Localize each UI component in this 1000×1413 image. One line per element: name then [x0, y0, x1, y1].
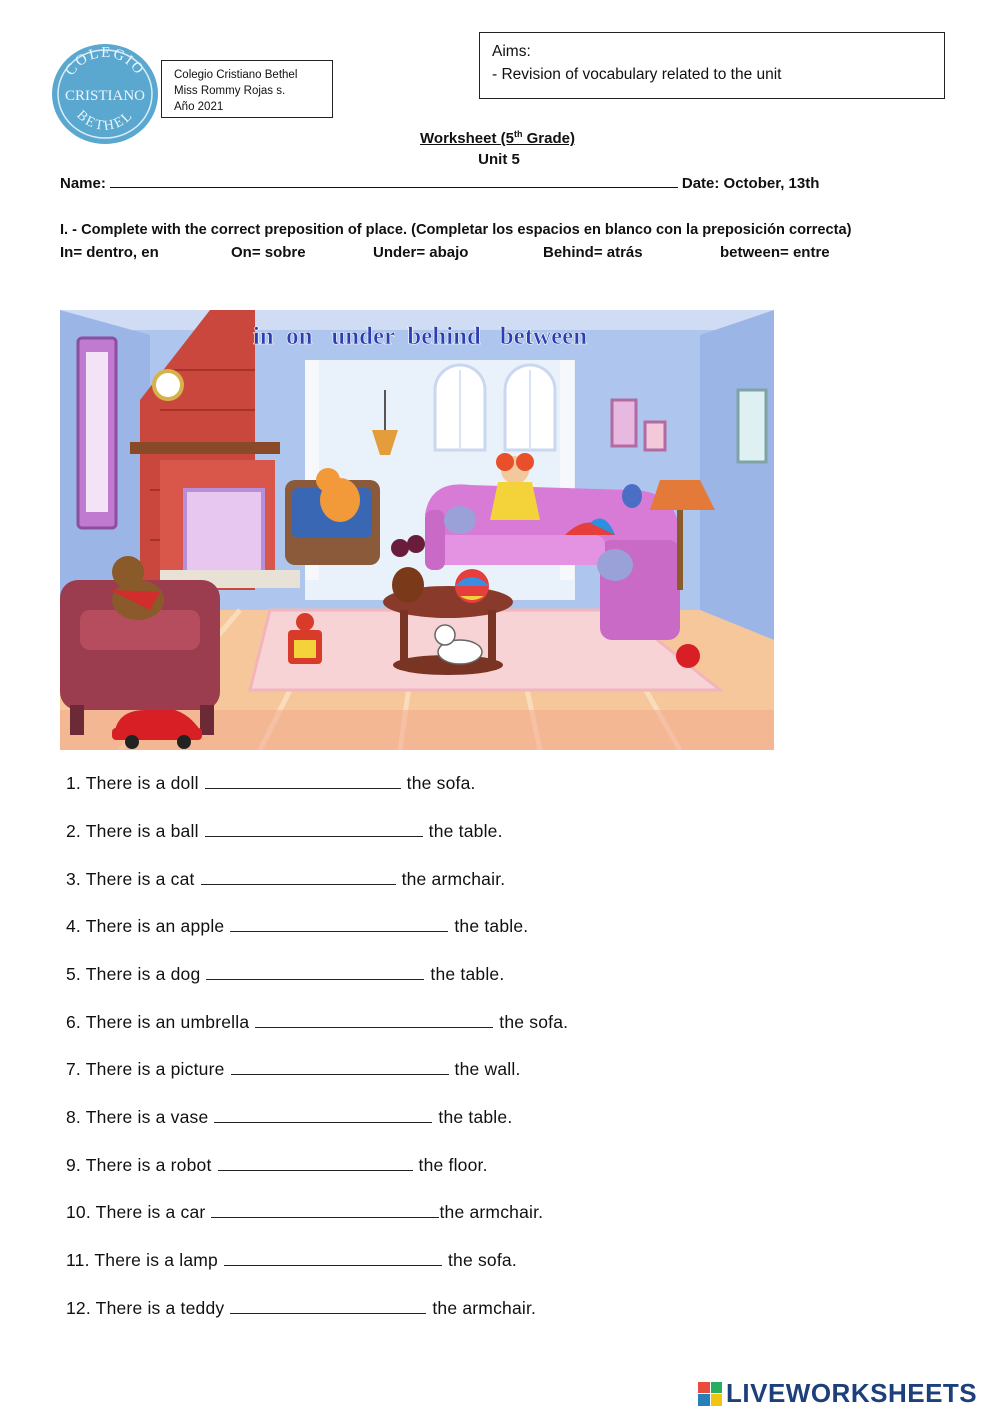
- instructions-text: I. - Complete with the correct preposition of place. (Completar los espacios en blanco con la preposición correcta): [60, 222, 852, 238]
- answer-blank-12[interactable]: [230, 1299, 426, 1314]
- question-8: 8. There is a vase the table.: [66, 1107, 513, 1127]
- logo-top-text: COLEGIO: [62, 44, 148, 79]
- aims-item: - Revision of vocabulary related to the unit: [492, 66, 782, 83]
- school-year: Año 2021: [174, 101, 224, 113]
- title-superscript: th: [513, 129, 523, 139]
- date-label: Date: October, 13th: [681, 175, 820, 192]
- question-7: 7. There is a picture the wall.: [66, 1059, 521, 1079]
- logo-middle-text: CRISTIANO: [64, 88, 146, 104]
- unit-title: Unit 5: [478, 151, 520, 168]
- logo-bottom-text: BETHEL: [73, 107, 137, 135]
- answer-blank-4[interactable]: [230, 917, 448, 932]
- title-suffix: Grade): [522, 130, 575, 147]
- question-6: 6. There is an umbrella the sofa.: [66, 1012, 569, 1032]
- aims-label: Aims:: [492, 43, 531, 60]
- question-3: 3. There is a cat the armchair.: [66, 869, 506, 889]
- question-9: 9. There is a robot the floor.: [66, 1155, 488, 1175]
- answer-blank-1[interactable]: [205, 774, 401, 789]
- living-room-illustration: [60, 310, 774, 750]
- school-name: Colegio Cristiano Bethel: [174, 69, 298, 81]
- answer-blank-2[interactable]: [205, 822, 423, 837]
- vocab-on: On= sobre: [231, 244, 306, 261]
- vocab-under: Under= abajo: [373, 244, 469, 261]
- school-info-box: [161, 60, 333, 118]
- title-prefix: Worksheet (5: [420, 130, 514, 147]
- question-2: 2. There is a ball the table.: [66, 821, 503, 841]
- answer-blank-8[interactable]: [214, 1108, 432, 1123]
- name-date-line: [60, 175, 819, 192]
- question-5: 5. There is a dog the table.: [66, 964, 505, 984]
- vocab-between: between= entre: [720, 244, 830, 261]
- watermark-text: LIVEWORKSHEETS: [726, 1378, 978, 1408]
- liveworksheets-watermark: [698, 1378, 977, 1409]
- answer-blank-9[interactable]: [218, 1156, 413, 1171]
- question-11: 11. There is a lamp the sofa.: [66, 1250, 517, 1270]
- preposition-banner: in on under behind between: [252, 323, 588, 350]
- liveworksheets-logo-icon: [698, 1382, 722, 1406]
- answer-blank-7[interactable]: [231, 1060, 449, 1075]
- answer-blank-5[interactable]: [206, 965, 424, 980]
- name-blank[interactable]: [110, 175, 678, 188]
- teacher-name: Miss Rommy Rojas s.: [174, 85, 286, 97]
- question-4: 4. There is an apple the table.: [66, 916, 529, 936]
- name-label: Name:: [60, 175, 106, 192]
- question-12: 12. There is a teddy the armchair.: [66, 1298, 537, 1318]
- answer-blank-10[interactable]: [211, 1203, 439, 1218]
- vocab-in: In= dentro, en: [60, 244, 159, 261]
- answer-blank-3[interactable]: [201, 870, 396, 885]
- answer-blank-6[interactable]: [255, 1013, 493, 1028]
- question-1: 1. There is a doll the sofa.: [66, 773, 476, 793]
- question-10: 10. There is a car the armchair.: [66, 1202, 544, 1222]
- answer-blank-11[interactable]: [224, 1251, 442, 1266]
- aims-box: [479, 32, 945, 99]
- worksheet-title: [0, 129, 995, 147]
- vocab-behind: Behind= atrás: [543, 244, 643, 261]
